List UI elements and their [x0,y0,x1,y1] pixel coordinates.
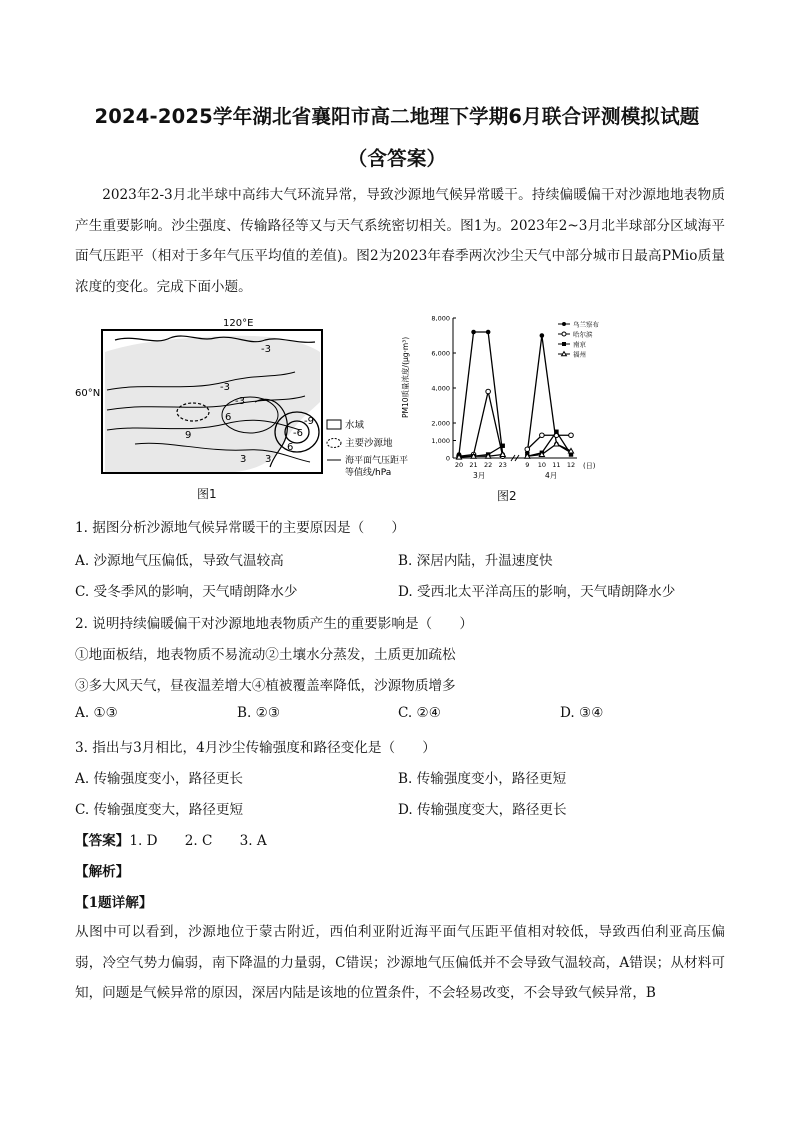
chart-x-unit: (日) [583,462,596,470]
chart-x-tick-label: 20 [454,461,464,469]
legend-marker [562,342,566,346]
q3-option-b[interactable]: B. 传输强度变小，路径更短 [398,771,567,787]
data-point [540,333,545,338]
data-point [554,441,559,446]
data-point [554,430,558,434]
legend-sand: 主要沙源地 [345,438,393,449]
q2-option-d[interactable]: D. ③④ [560,705,604,721]
data-point [569,433,574,438]
q3-option-a[interactable]: A. 传输强度变小，路径更长 [75,771,243,787]
data-point [540,433,545,438]
q1-option-c[interactable]: C. 受冬季风的影响，天气晴朗降水少 [75,584,298,600]
chart-x-tick-label: 11 [552,461,561,469]
figure-1-map [75,312,415,484]
chart-x-tick-label: 22 [484,461,493,469]
legend-contour: 海平面气压距平 [345,456,409,466]
q1-option-b[interactable]: B. 深居内陆，升温速度快 [398,553,553,569]
q2-option-a[interactable]: A. ①③ [75,705,118,721]
q3-option-d[interactable]: D. 传输强度变大，路径更长 [398,802,567,818]
contour-label: 9 [185,430,192,441]
chart-y-tick-label: 2,000 [431,419,450,428]
legend-label: 乌兰察布 [573,320,599,329]
chart-y-tick-label: 8,000 [431,314,450,323]
chart-x-tick-label: 21 [469,461,478,469]
figure-1-caption: 图1 [197,487,217,501]
page-subtitle: （含答案） [347,147,447,170]
legend-sand-swatch [327,439,341,448]
latitude-label: 60°N [75,388,101,399]
series-line-1 [459,332,503,455]
answer-line [75,829,267,849]
contour-label: -6 [293,428,303,439]
detail-label: 【1题详解】 [75,895,153,911]
contour-label: 6 [287,442,294,453]
data-point [486,330,491,335]
q1-option-a[interactable]: A. 沙源地气压偏低，导致气温较高 [75,553,284,569]
data-point [471,330,476,335]
intro-paragraph: 2023年2-3月北半球中高纬大气环流异常，导致沙源地气候异常暖干。持续偏暖偏干对沙源地地表物质产生重要影响。沙尘强度、传输路径等又与天气系统密切相关。图1为。2023年2~3月北半球部分区域海平面气压距平（相对于多年气压平均值的差值)。图2为2023年春季两次沙尘天气中部分城市日最高PMio质量浓度的变化。完成下面小题。 [75,187,725,295]
analysis-label: 【解析】 [75,864,130,880]
data-point [501,444,505,448]
legend-label: 福州 [573,350,586,359]
chart-ylabel: PM10质量浓度/(μg·m³) [401,336,410,418]
q3-option-c[interactable]: C. 传输强度变大，路径更短 [75,802,244,818]
q2-statements-1: ①地面板结，地表物质不易流动②土壤水分蒸发，土质更加疏松 [75,647,456,663]
chart-x-tick-label: 12 [566,461,576,469]
legend-marker [562,332,566,336]
legend-water-swatch [327,420,341,429]
figure-2-chart [395,308,610,483]
contour-label: -9 [304,416,314,427]
chart-xlabel-april: 4月 [545,471,558,480]
chart-xlabel-march: 3月 [473,471,486,480]
legend-label: 南京 [573,340,586,349]
data-point [568,448,573,453]
figure-2-caption: 图2 [497,489,517,503]
contour-label: 3 [265,454,272,465]
legend-water: 水域 [345,420,365,431]
chart-x-tick-label: 10 [537,461,546,469]
longitude-label: 120°E [223,318,254,329]
chart-y-tick-label: 6,000 [431,349,450,358]
contour-label: -3 [235,396,245,407]
contour-label: -3 [261,344,271,355]
contour-label: 6 [225,412,232,423]
legend-contour-unit: 等值线/hPa [345,468,392,478]
answer-label: 【答案】 [75,833,130,849]
chart-x-tick-label: 9 [525,461,530,469]
question-2-stem: 2. 说明持续偏暖偏干对沙源地地表物质产生的重要影响是（ ） [75,616,473,632]
answer-text: 1. D 2. C 3. A [129,833,267,849]
page-title: 2024-2025学年湖北省襄阳市高二地理下学期6月联合评测模拟试题 [94,105,700,128]
q2-option-b[interactable]: B. ②③ [237,705,281,721]
question-3-stem: 3. 指出与3月相比，4月沙尘传输强度和路径变化是（ ） [75,740,436,756]
data-point [500,452,505,457]
chart-x-tick-label: 23 [498,461,507,469]
data-point [525,447,530,452]
chart-y-tick-label: 4,000 [431,384,450,393]
contour-label: 3 [240,454,247,465]
legend-marker [562,322,566,326]
detail-text: 从图中可以看到，沙源地位于蒙古附近，西伯利亚附近海平面气压距平值相对较低，导致西伯利亚高压偏弱，冷空气势力偏弱，南下降温的力量弱，C错误；沙源地气压偏低并不会导致气温较高，A错误；从材料可知，问题是气候异常的原因，深居内陆是该地的位置条件，不会轻易改变，不会导致气候异常，B [75,924,725,1001]
data-point [486,389,491,394]
legend-label: 哈尔滨 [573,330,593,339]
q2-option-c[interactable]: C. ②④ [398,705,441,721]
legend-marker [562,352,567,356]
q2-statements-2: ③多大风天气，昼夜温差增大④植被覆盖率降低，沙源物质增多 [75,678,456,694]
question-1-stem: 1. 据图分析沙源地气候异常暖干的主要原因是（ ） [75,520,405,536]
chart-y-tick-label: 1,000 [431,437,450,445]
q1-option-d[interactable]: D. 受西北太平洋高压的影响，天气晴朗降水少 [398,584,676,600]
contour-label: -3 [220,382,230,393]
chart-y-tick-label: 0 [445,454,450,463]
